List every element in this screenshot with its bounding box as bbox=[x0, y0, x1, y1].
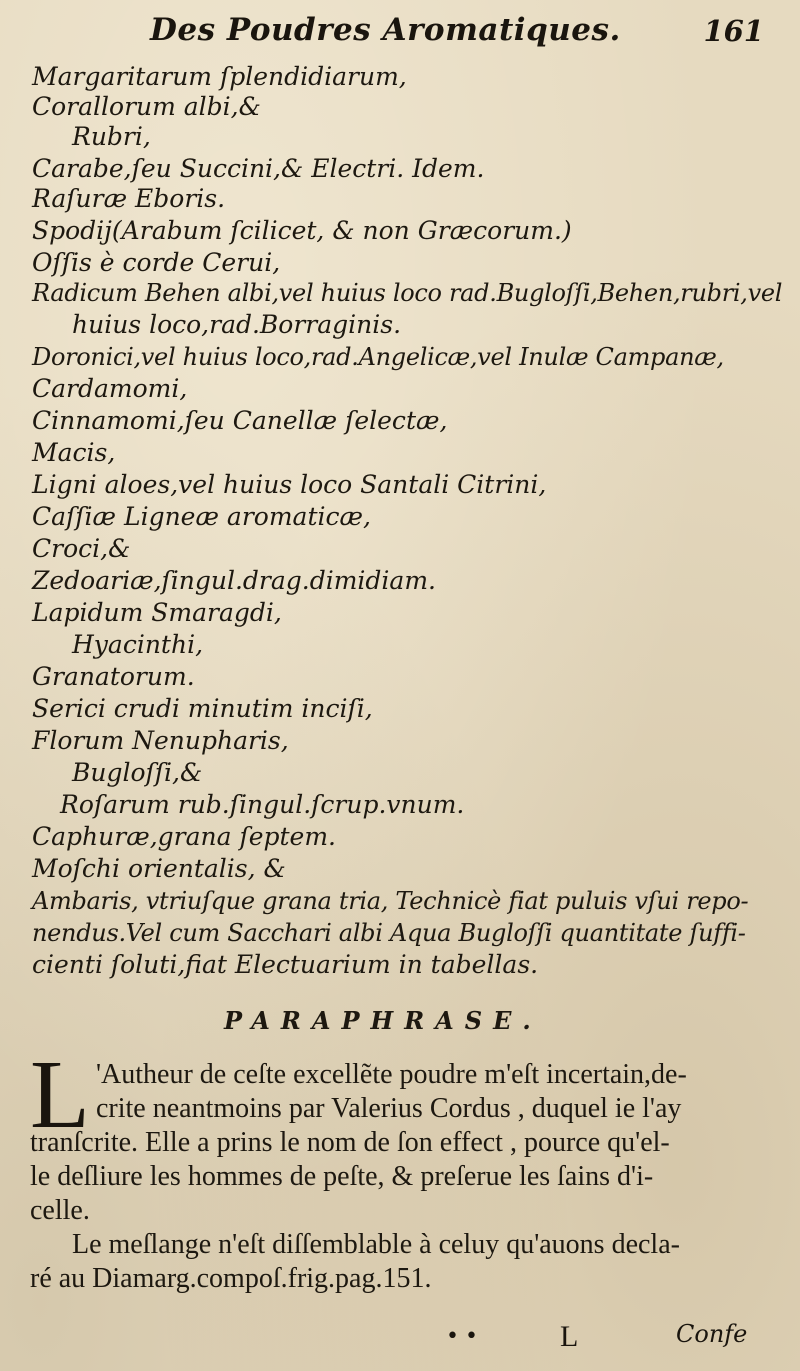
recipe-line: Serici crudi minutim inciſi, bbox=[32, 694, 373, 723]
recipe-line: Raſuræ Eboris. bbox=[32, 184, 226, 213]
paraphrase-line: celle. bbox=[30, 1195, 90, 1226]
recipe-line: Granatorum. bbox=[32, 662, 195, 691]
recipe-line: Caphuræ,grana ſeptem. bbox=[32, 822, 336, 851]
running-title: Des Poudres Aromatiques. bbox=[150, 12, 621, 48]
recipe-line: Oſſis è corde Cerui, bbox=[32, 248, 281, 277]
page-header bbox=[0, 4, 800, 64]
recipe-line: cienti ſoluti,fiat Electuarium in tabellas. bbox=[32, 950, 539, 979]
recipe-line: Spodij(Arabum ſcilicet, & non Græcorum.) bbox=[32, 216, 572, 245]
recipe-line: Bugloſſi,& bbox=[72, 758, 203, 787]
recipe-line: Rubri, bbox=[72, 122, 151, 151]
page-number: 161 bbox=[703, 14, 764, 48]
recipe-line: Caſſiæ Ligneæ aromaticæ, bbox=[32, 502, 371, 531]
recipe-line: Cinnamomi,ſeu Canellæ ſelectæ, bbox=[32, 406, 448, 435]
recipe-line: Radicum Behen albi,vel huius loco rad.Bugloſſi,Behen,rubri,vel bbox=[32, 279, 783, 307]
recipe-line: Roſarum rub.ſingul.ſcrup.vnum. bbox=[60, 790, 465, 819]
recipe-line: Moſchi orientalis, & bbox=[32, 854, 286, 883]
drop-cap: L bbox=[30, 1041, 90, 1149]
recipe-line: Ambaris, vtriuſque grana tria, Technicè fiat puluis vſui repo- bbox=[32, 887, 749, 915]
recipe-line: Margaritarum ſplendidiarum, bbox=[32, 62, 407, 91]
recipe-line: Carabe,ſeu Succini,& Electri. Idem. bbox=[32, 154, 485, 183]
recipe-line: Croci,& bbox=[32, 534, 131, 563]
recipe-line: Hyacinthi, bbox=[72, 630, 204, 659]
page-footer bbox=[0, 1320, 800, 1360]
paraphrase-line: ré au Diamarg.compoſ.frig.pag.151. bbox=[30, 1263, 432, 1294]
catchword: Confe bbox=[676, 1320, 748, 1348]
recipe-line: Doronici,vel huius loco,rad.Angelicæ,vel Inulæ Campanæ, bbox=[32, 343, 724, 371]
paraphrase-line: crite neantmoins par Valerius Cordus , duquel ie l'ay bbox=[96, 1093, 682, 1124]
paraphrase-line: 'Autheur de ceſte excellẽte poudre m'eſt incertain,de- bbox=[96, 1059, 687, 1090]
signature-letter: L bbox=[560, 1320, 579, 1353]
recipe-line: Cardamomi, bbox=[32, 374, 188, 403]
recipe-line: Ligni aloes,vel huius loco Santali Citrini, bbox=[32, 470, 547, 499]
signature-mark: •• bbox=[446, 1324, 484, 1349]
recipe-line: Corallorum albi,& bbox=[32, 92, 261, 121]
recipe-line: huius loco,rad.Borraginis. bbox=[72, 310, 402, 339]
paraphrase-line: tranſcrite. Elle a prins le nom de ſon effect , pource qu'el- bbox=[30, 1127, 670, 1158]
paraphrase-heading: PARAPHRASE. bbox=[224, 1006, 542, 1035]
recipe-line: Lapidum Smaragdi, bbox=[32, 598, 282, 627]
recipe-line: Zedoariæ,ſingul.drag.dimidiam. bbox=[32, 566, 436, 595]
recipe-line: Florum Nenupharis, bbox=[32, 726, 289, 755]
recipe-line: Macis, bbox=[32, 438, 116, 467]
recipe-line: nendus.Vel cum Sacchari albi Aqua Bugloſſi quantitate ſuffi- bbox=[32, 919, 746, 947]
paraphrase-line: Le meſlange n'eſt diſſemblable à celuy qu'auons decla- bbox=[72, 1229, 680, 1260]
paraphrase-line: le deſliure les hommes de peſte, & preſerue les ſains d'i- bbox=[30, 1161, 654, 1192]
